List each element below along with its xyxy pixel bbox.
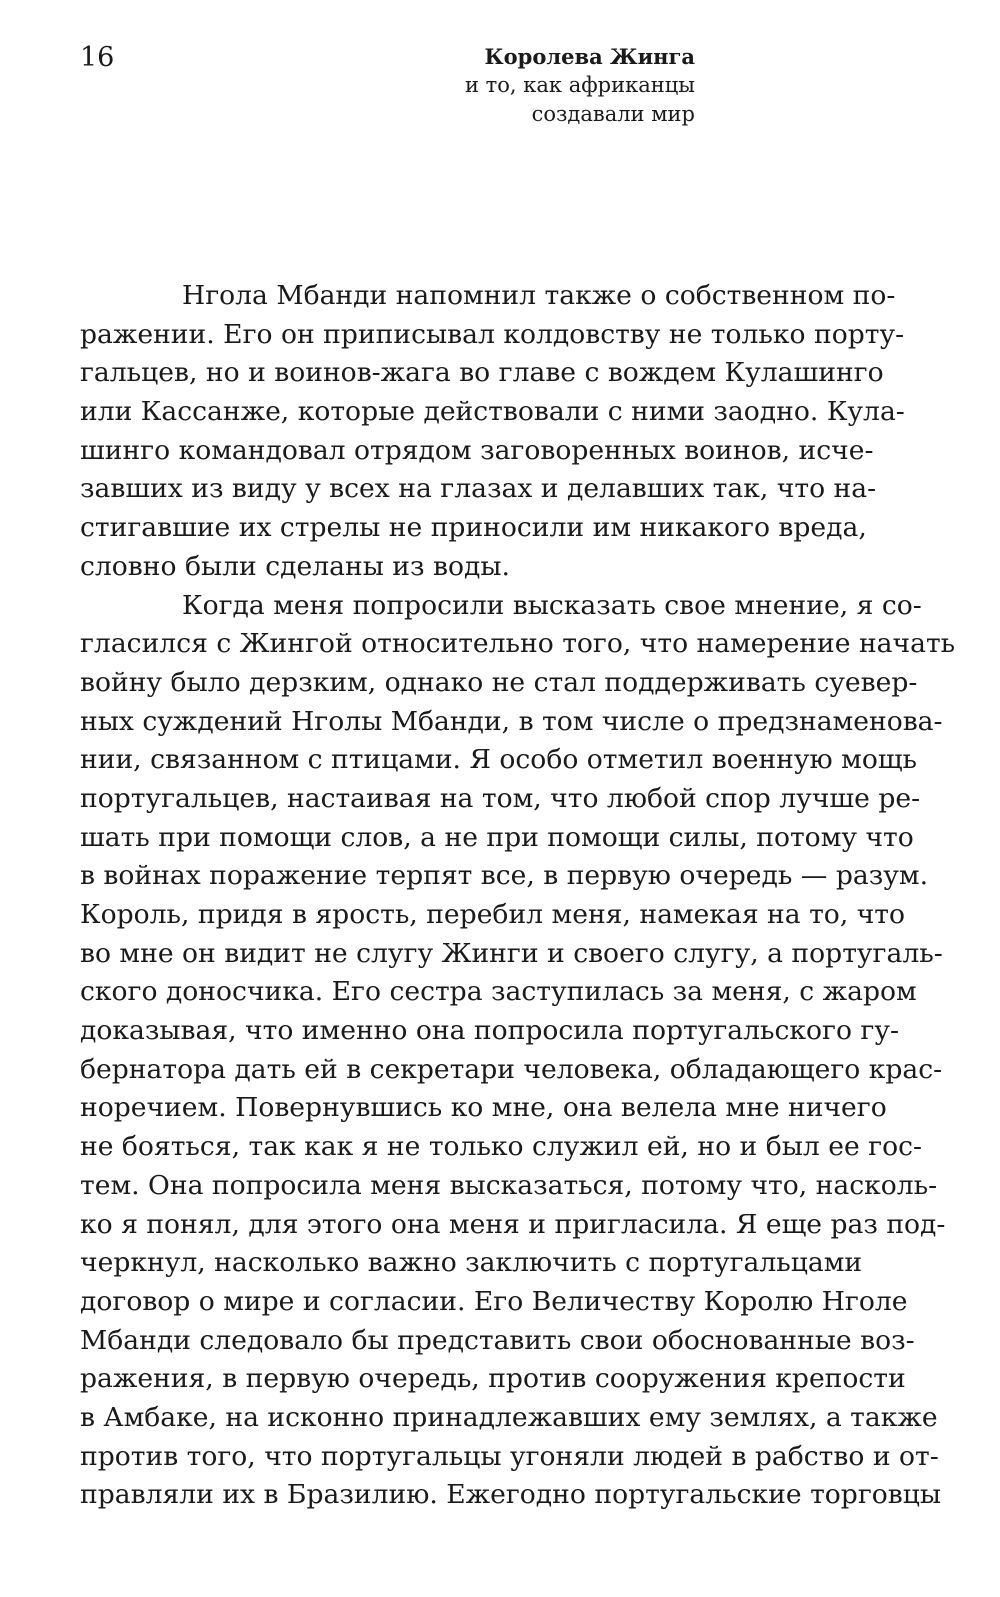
text-line: ражении. Его он приписывал колдовству не только порту- xyxy=(80,318,905,350)
book-subtitle-line-1: и то, как африканцы xyxy=(465,73,695,97)
text-line: шать при помощи слов, а не при помощи силы, потому что xyxy=(80,821,914,853)
text-line: гальцев, но и воинов-жага во главе с вождем Кулашинго xyxy=(80,357,884,389)
text-line: в Амбаке, на исконно принадлежавших ему землях, а также xyxy=(80,1401,938,1433)
text-line: норечием. Повернувшись ко мне, она велела мне ничего xyxy=(80,1092,887,1124)
text-line: против того, что португальцы угоняли людей в рабство и от- xyxy=(80,1440,939,1472)
text-line: завших из виду у всех на глазах и делавших так, что на- xyxy=(80,473,877,505)
text-line: Король, придя в ярость, перебил меня, намекая на то, что xyxy=(80,899,906,930)
text-line: доказывая, что именно она попросила португальского гу- xyxy=(80,1015,899,1047)
running-head xyxy=(465,42,695,129)
text-line: шинго командовал отрядом заговоренных воинов, исче- xyxy=(80,434,874,466)
text-line: гласился с Жингой относительно того, что намерение начать xyxy=(80,628,956,660)
book-title: Королева Жинга xyxy=(484,44,695,69)
text-line: правляли их в Бразилию. Ежегодно португальские торговцы xyxy=(80,1479,942,1511)
text-line: португальцев, настаивая на том, что любой спор лучше ре- xyxy=(80,782,921,814)
text-line: ко я понял, для этого она меня и пригласила. Я еще раз под- xyxy=(80,1208,946,1240)
text-line: нии, связанном с птицами. Я особо отметил военную мощь xyxy=(80,744,918,776)
text-line: Когда меня попросили высказать свое мнение, я со- xyxy=(182,589,922,621)
text-line: бернатора дать ей в секретари человека, обладающего крас- xyxy=(80,1053,943,1085)
text-line: ных суждений Нголы Мбанди, в том числе о предзнаменова- xyxy=(80,705,943,737)
text-line: черкнул, насколько важно заключить с португальцами xyxy=(80,1247,863,1279)
body-text xyxy=(80,277,960,1515)
text-line: ского доносчика. Его сестра заступилась за меня, с жаром xyxy=(80,976,917,1008)
text-line: Нгола Мбанди напомнил также о собственном по- xyxy=(182,280,896,311)
text-line: стигавшие их стрелы не приносили им никакого вреда, xyxy=(80,512,867,544)
text-line: в войнах поражение терпят все, в первую очередь — разум. xyxy=(80,860,929,892)
text-line: договор о мире и согласии. Его Величеству Королю Нголе xyxy=(80,1285,908,1317)
text-line: не бояться, так как я не только служил ей, но и был ее гос- xyxy=(80,1131,922,1163)
text-line: тем. Она попросила меня высказаться, потому что, насколь- xyxy=(80,1169,938,1201)
text-line: Мбанди следовало бы представить свои обоснованные воз- xyxy=(80,1324,915,1356)
text-line: словно были сделаны из воды. xyxy=(80,550,510,582)
page-number: 16 xyxy=(80,42,115,73)
text-line: во мне он видит не слугу Жинги и своего слугу, а португаль- xyxy=(80,937,943,969)
book-subtitle-line-2: создавали мир xyxy=(531,102,695,126)
text-line: войну было дерзким, однако не стал поддерживать суевер- xyxy=(80,666,918,698)
text-line: или Кассанже, которые действовали с ними заодно. Кула- xyxy=(80,396,905,428)
text-line: ражения, в первую очередь, против сооружения крепости xyxy=(80,1363,906,1395)
